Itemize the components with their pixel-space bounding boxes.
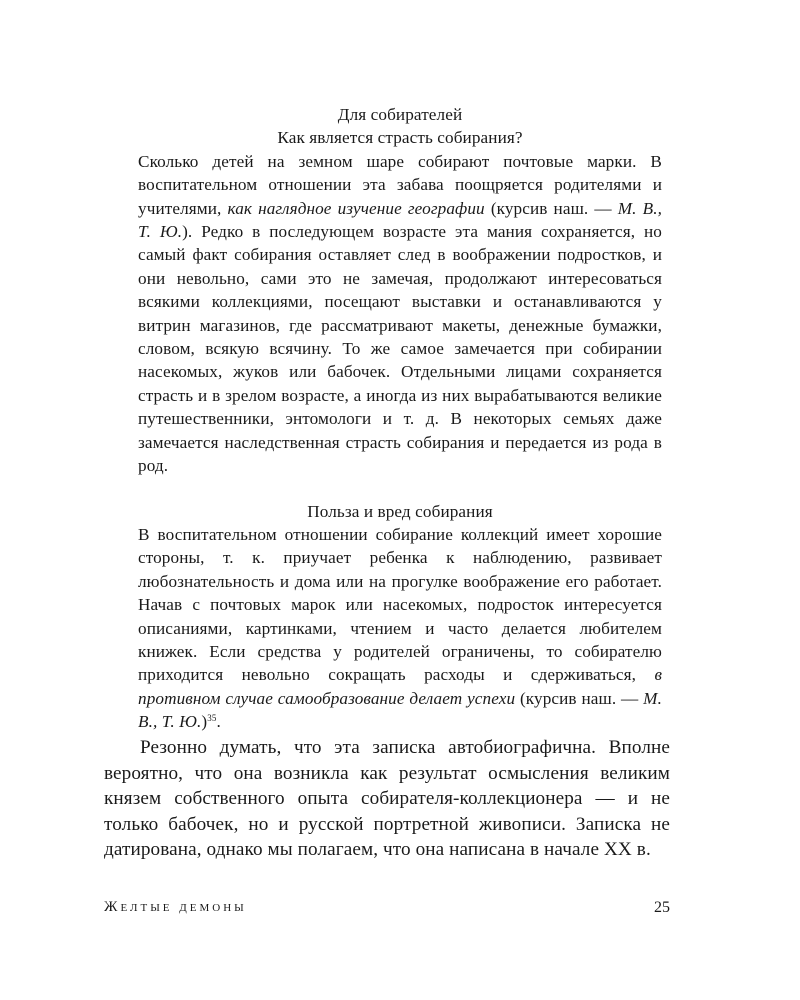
quote-paragraph-1-text-c: ). Редко в последующем возрасте эта мания сохраняется, но самый факт собирания оставляет след в воображении подростков, и они невольно, сами это не замечая, продолжают интересоваться всякими коллекциями, посещают выставки и останавливаются у витрин магазинов, где рассматривают макеты, денежные бумажки, словом, всякую всячину. То же самое замечается при собирании насекомых, жуков или бабочек. Отдельными лицами сохраняется страсть и в зрелом возрасте, а иногда из них вырабатываются великие путешественники, энтомологи и т. д. В некоторых семьях даже замечается наследственная страсть собирания и передается из рода в род. xyxy=(138,222,663,476)
body-paragraph: Резонно думать, что эта записка автобиографична. Вполне вероятно, что она возникла как результат осмысления великим князем собственного опыта собирателя-коллекционера — и не только бабочек, но и русской портретной живописи. Записка не датирована, однако мы полагаем, что она написана в начале XX в. xyxy=(104,737,670,861)
section-gap xyxy=(138,478,662,500)
page-number: 25 xyxy=(654,899,670,916)
quote-paragraph-1-italic: как наглядное изучение географии xyxy=(227,198,485,218)
quote-paragraph-1-initials: М. В., Т. Ю. xyxy=(138,198,663,242)
footnote-reference[interactable]: 35 xyxy=(207,713,217,724)
quoted-document xyxy=(138,103,662,734)
quote-paragraph-1 xyxy=(138,150,662,478)
quote-paragraph-2-italic: в противном случае самообразование делает успехи xyxy=(138,665,662,708)
quote-paragraph-1-text-b: (курсив наш. — xyxy=(484,198,618,218)
quote-paragraph-2 xyxy=(138,523,662,734)
quote-subheading-passion: Как является страсть собирания? xyxy=(277,128,523,148)
quote-paragraph-2-text-a: В воспитательном отношении собирание коллекций имеет хорошие стороны, т. к. приучает ребенка к наблюдению, развивает любознательность и дома или на прогулке воображение его работает. Начав с почтовых марок или насекомых, подросток интересуется описаниями, картинками, чтением и часто делается любителем книжек. Если средства у родителей ограничены, то собирателю приходится невольно сокращать расходы и сдерживаться, xyxy=(138,524,662,685)
quote-paragraph-1-text-a: Сколько детей на земном шаре собирают почтовые марки. В воспитательном отношении эта забава поощряется родителями и учителями, xyxy=(138,151,662,218)
quote-heading-collectors: Для собирателей xyxy=(337,105,463,124)
quote-heading-benefit-harm: Польза и вред собирания xyxy=(307,501,493,521)
running-head: Желтые демоны xyxy=(104,899,247,915)
quote-paragraph-2-text-b: (курсив наш. — xyxy=(515,688,644,708)
quote-paragraph-2-initials: М. В., Т. Ю. xyxy=(138,688,662,732)
quote-paragraph-2-text-d: . xyxy=(216,712,221,732)
quote-paragraph-2-text-c: ) xyxy=(201,712,208,732)
page-footer xyxy=(104,899,670,923)
